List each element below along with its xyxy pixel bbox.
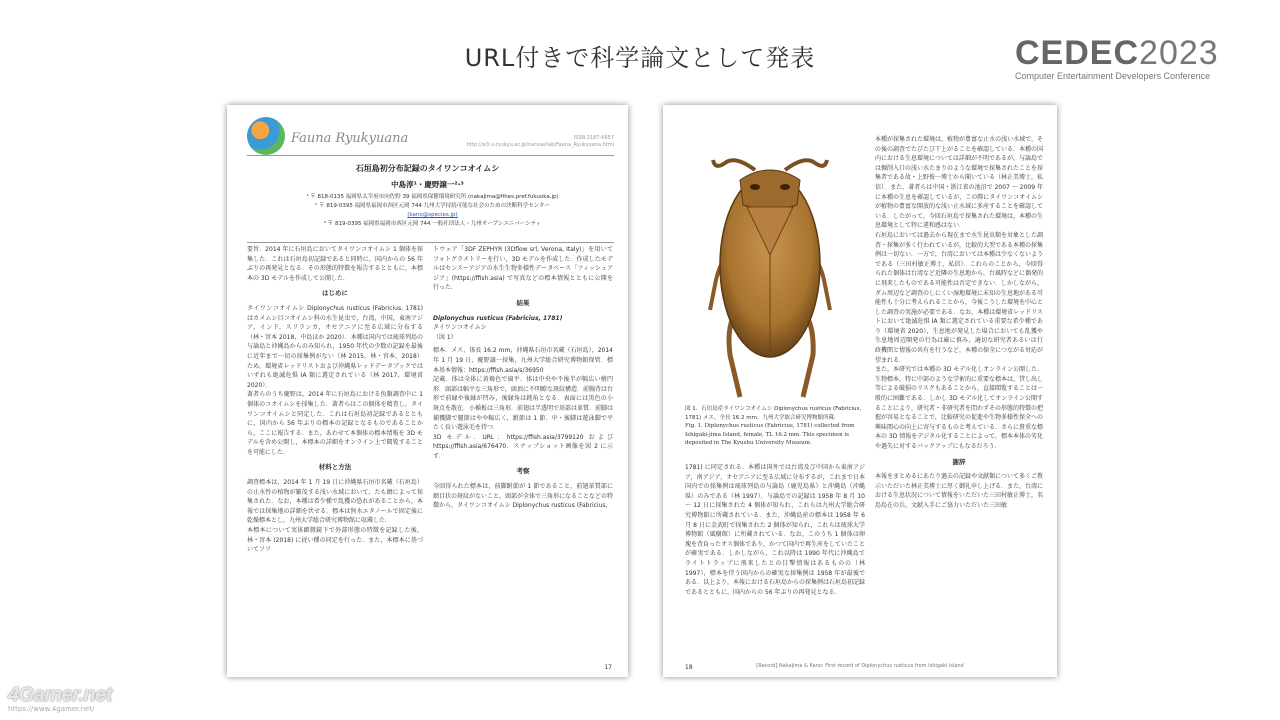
logo-year: 2023: [1139, 34, 1219, 72]
section-heading-intro: はじめに: [322, 289, 348, 298]
page-number-left: 17: [604, 664, 612, 671]
journal-logo-icon: [247, 117, 285, 155]
watermark-brand: 4Gamer.net: [8, 684, 112, 706]
right-page-column-1: [685, 463, 865, 663]
species-name-jp: タイワンコオイムシ: [433, 324, 487, 332]
journal-name: Fauna Ryukyuana: [291, 131, 409, 146]
issn-text: ISSN 2187-6657: [573, 135, 614, 141]
figure-reference: （図 1）: [433, 333, 457, 341]
abstract: 要旨．2014 年に石垣島においてタイワンコオイムシ 1 個体を採集した．これは石垣島初記録であると同時に，国内からの 56 年ぶりの再発見となる．その形態的特徴を報告するとともに，本標本の 3D モデルを作成して公開した．: [247, 246, 423, 282]
right-page-column-2: [875, 135, 1043, 660]
journal-url: http://w3.u-ryukyu.ac.jp/naruse/lab/Fauna_Ryukyuana.html: [466, 142, 614, 148]
beetle-photo: [685, 135, 855, 405]
methods-continued: トウェア「3DF ZEPHYR (3Dflow srl, Verona, Italy)」を用いてフォトグラメトリーを行い，3D モデルを作成した．作成したモデルはセンスーアジアの水生生物多様性データベース「フィッシュアジア」(https://ffish.asia) で写真などの標本情報とともに公開を行った．: [433, 246, 613, 292]
affiliation-3: ³ 〒 819-0395 福岡県福岡市西区元岡 744 一般社団法人・九州オープンユニバーシティ: [323, 221, 542, 227]
acknowledgements: 本報をまとめるにあたり過去の記録や文献類について多くご教示いただいた林正美博士に厚く御礼申し上げる．また，台湾における生息状況について情報をいただいた三田村敏正博士，名島島在の兵，文献入手にご協力いただいた三田敏: [875, 473, 1044, 509]
figure-caption-en: Fig. 1. Diplonychus rusticus (Fabricius, 1781) collected from Ishigaki-jima Island, female, TL 16.2 mm. This specimen is deposited in The Kyushu University Museum.: [685, 423, 855, 446]
page-number-right: 18: [685, 664, 693, 671]
section-heading-methods: 材料と方法: [318, 463, 352, 472]
affiliation-1: ¹ 〒 818-0135 福岡県太宰府市向佐野 39 福岡県保健環境研究所 (nakajima@fihes.pref.fukuoka.jp): [306, 194, 559, 200]
page-footer-citation: [Record] Nakajima & Kano: First record of Diplonychus rusticus from Ishigaki Island: [756, 663, 964, 669]
discussion-continued: 1781) に同定される．本種は国外では台湾及び中国から東南アジア，南アジア，オセアニアに至る広域に分布するが，これまで日本国内での採集例は琉球列島の与論島（鹿児島県）と沖縄島（沖縄県）のみである（林 1997）．与論島での記録は 1958 年 8 月 10 〜 12 日に採集された 4 個体が知られ，これらは九州大学総合研究博物館に所蔵されている．また，沖縄島産の標本は 1958 年 6 月 8 日に金武町で採集された 2 個体が知られ，これらは琉球大学博物館（風樹館）に所蔵されている．なお，このうち 1 個体は卵塊を背負ったオス個体であり，かつて国内で再生産をしていたことが確実である．しかしながら，これ以降は 1990 年代に沖縄島でライトトラップに飛来したとの目撃情報はあるものの（林 1997），標本を伴う国内からの確実な採集例は 1958 年が最後である．以上より，本報における石垣島からの採集例は石垣島初記録であるとともに，国内からの 56 年ぶりの再発見となる．: [685, 464, 866, 596]
article-title: 石垣島初分布記録のタイワンコオイムシ: [355, 164, 500, 173]
methods-paragraph-2: 本標本について実体顕微鏡下で外部形態の特徴を記録した後，林・宮本 (2018) に従い種の同定を行った．また，本標本に基づいてソフ: [247, 527, 423, 554]
results-specimen: 標本．メス，体長 16.2 mm，沖縄県石垣市名蔵（石垣島），2014 年 1 月 19 日，慶野譲一採集，九州大学総合研究博物館保管．標本基本情報：https://ffish.asia/s/36950: [433, 347, 613, 374]
figure-caption: [685, 405, 865, 448]
logo-subtitle: Computer Entertainment Developers Conference: [1015, 71, 1211, 81]
article-authors: 中島淳¹・慶野譲一²·³: [391, 180, 464, 189]
paper-page-left: [227, 105, 628, 677]
left-page-column-2: [433, 245, 613, 665]
discussion-3d-model: また，本研究では本種の 3D モデル化しオンライン公開した．生物標本，特に中部のような学術的に重要な標本は，貸し出し等による破損のリスクもあることから，直接閲覧することは一般的に困難である．しかし 3D モデル化してオンライン公開することにより，研究者・非研究者を問わずその形態的特徴の把握が容易となることで，比較研究の促進や生物多様性保全への興味関心の向上に寄与するものと考えている．さらに貴重な標本の 3D 情報をデジタル化することによって，標本本体の劣化や過失に対するバックアップにもなるだろう．: [875, 366, 1044, 450]
section-heading-discussion: 考察: [516, 467, 530, 476]
watermark: [8, 684, 112, 713]
discussion-paragraph: 今回得られた標本は，前脚跗節が 1 節であること，前翅革質部に網目状の斑紋がないこと，頭部が全体で三角形になることなどの特徴から，タイワンコオイムシ Diplonychus rusticus (Fabricius,: [433, 483, 614, 510]
intro-paragraph-1: タイワンコオイムシ Diplonychus rusticus (Fabricius, 1781) はカメムシ目コオイムシ科の水生昆虫で，台湾，中国，東南アジア，インド，スリランカ，オセアニアに至る広域に分布する（林・宮本 2018，中島ほか 2020）．本種は国内では琉球列島の与論島と沖縄島からのみ知られ，1950 年代の少数の記録を最後に近年まで一切の採集例がない（林 2015，林・宮本，2018）ため，環境省レッドリストおよび沖縄県レッドデータブックではいずれも絶滅危惧 IA 類に選定されている（林 2017，環境省 2020）．: [247, 304, 423, 389]
affiliation-divider: [247, 242, 614, 243]
species-name: Diplonychus rusticus (Fabricius, 1781): [433, 314, 563, 322]
affiliation-2: ² 〒 819-0395 福岡県福岡市西区元岡 744 九州大学持続可能な社会のための決断科学センター: [315, 203, 550, 209]
section-heading-results: 結果: [516, 298, 530, 307]
figure-caption-jp: 図 1．石垣島産タイワンコオイムシ Diplonychus rusticus (Fabricius, 1781) メス，全長 16.2 mm．九州大学総合研究博物館所蔵．: [685, 406, 862, 421]
left-page-column-1: [247, 245, 423, 665]
logo-main: CEDEC: [1015, 34, 1140, 72]
methods-paragraph-1: 調査標本は，2014 年 1 月 19 日に沖縄県石垣市名蔵（石垣島）の止水性の植物が繁茂する浅い水域において，たも網によって採集された．なお，本種は希少種で乱獲の恐れがあることから，本報では採集地の詳細を伏せる．標本は無水エタノールで固定後に乾燥標本とし，九州大学総合研究博物館に収蔵した．: [247, 479, 423, 525]
discussion-habitat: 本種が採集された環境は，植物が豊富な止水の浅い水域で，その後の調査でたびたび干上がることを確認している．本種の国内における生息環境については詳細が不明であるが，与論島では掘削入口の浅い水たまりのような環境で採集されたことを採集者である故・上野俊一博士から聞いている（林正美博士，私信）．また，著者らは中国・浙江省の池沼で 2007 〜 2009 年に本種の生息を確認しているが，この際にタイワンコオイムシが植物の豊富な開放的な浅い止水域に多産することを確認している．したがって，今回石垣島で採集された環境は，本種の生息環境として特に違和感はない．: [875, 136, 1044, 230]
header-divider: [247, 155, 614, 156]
author-affiliations: [267, 193, 598, 229]
slide-title: URL付きで科学論文として発表: [464, 44, 816, 72]
cedec-logo: [1015, 34, 1219, 81]
results-3d-model: 3D モデル．URL：https://ffish.asia/3799120 および https://ffish.asia/676470．スナップショット画像を図 2 に示す．: [433, 433, 613, 460]
paper-page-right: [663, 105, 1057, 677]
watermark-url: https://www.4gamer.net/: [8, 705, 95, 713]
journal-issn: [467, 135, 614, 149]
intro-paragraph-2: 著者らのうち慶野は，2014 年に石垣島における魚類調査中に 1 個体のコオイムシを採集した．著者らはこの個体を精査し，タイワンコオイムシと同定した．これは石垣島初記録であるとともに，国内から 56 年ぶりの標本の記録となるものであることから，ここに報告する．また，あわせて本個体の標本情報を 3D モデルを含め公開し，本標本の詳細をオンライン上で閲覧することを可能にした．: [247, 391, 423, 456]
section-heading-acknowledgements: 謝辞: [952, 457, 966, 466]
discussion-ishigaki: 石垣島においては過去から現在まで水生昆虫類を対象とした調査・採集が多く行われているが，比較的大型である本種の採集例は一切ない．一方で，台湾においては本種は少なくないようである（三田村敏正博士，私信）．これらのことから，今回得られた個体は台湾など近隣の生息地から，台風時などに偶発的に飛来したものである可能性は否定できない．しかしながら，ダム周辺など調査のしにくい湿地環境に未知の生息地がある可能性も十分に考えられることから，今後こうした環境を中心とした調査の実施が必要である．なお，本種は環境省レッドリストにおいて絶滅危惧 IA 類に選定されている重要な希少種であり（環境省 2020），生息地が発見した場合においても乱獲や生息地周辺開発の行為は厳に慎み，適切な研究者あるいは行政機関と情報の共有を行うなど，本種の保全につながる対応が望まれる．: [875, 231, 1044, 364]
author-email-link[interactable]: (kano@species.jp): [407, 212, 458, 218]
results-description: 記載．体は全体に黄褐色で扁平．体は中央や不後半が幅広い楕円形．頭部は幅平な三角形で，頭頂に不明瞭な斑紋構造．前胸背は台形で前縁や後縁が凹み，後縁角は鈍角となる．表面には黒色の小斑点を散在．小楯板は三角形．前翅は半透明で基部は革質．前脚は捕獲脚で腿節はやや幅広く，跗節は 1 節．中・後脚は遊泳脚で平たく長い遊泳毛を持つ．: [433, 376, 614, 432]
